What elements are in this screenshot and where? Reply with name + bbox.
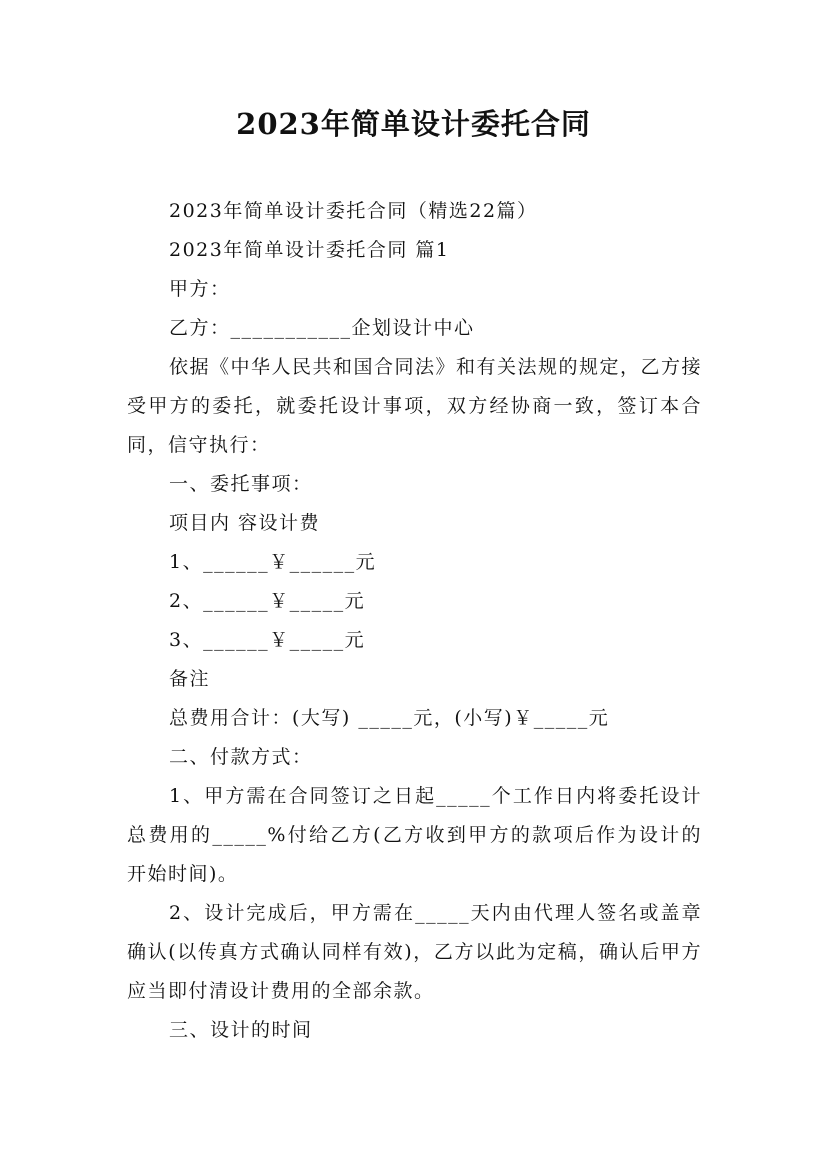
paragraph-heading-design-time: 三、设计的时间 <box>169 1019 313 1041</box>
document-body <box>127 192 702 1050</box>
paragraph-item-2: 2、______￥_____元 <box>169 590 366 612</box>
paragraph-party-a: 甲方： <box>169 278 231 300</box>
paragraph-party-b: 乙方：___________企划设计中心 <box>169 317 475 339</box>
paragraph-section-heading: 2023年简单设计委托合同 篇1 <box>169 239 450 261</box>
paragraph-heading-payment: 二、付款方式： <box>169 746 313 768</box>
paragraph-subtitle: 2023年简单设计委托合同（精选22篇） <box>169 200 538 222</box>
paragraph-payment-2: 2、设计完成后，甲方需在_____天内由代理人签名或盖章确认(以传真方式确认同样有效)，乙方以此为定稿，确认后甲方应当即付清设计费用的全部余款。 <box>127 902 702 1002</box>
paragraph-heading-commission: 一、委托事项： <box>169 473 313 495</box>
paragraph-item-header: 项目内 容设计费 <box>169 512 321 534</box>
paragraph-remarks: 备注 <box>169 668 211 690</box>
paragraph-item-1: 1、______￥______元 <box>169 551 377 573</box>
paragraph-payment-1: 1、甲方需在合同签订之日起_____个工作日内将委托设计总费用的_____%付给乙方(乙方收到甲方的款项后作为设计的开始时间)。 <box>127 785 702 885</box>
document-title: 2023年简单设计委托合同 <box>236 107 591 141</box>
paragraph-preamble: 依据《中华人民共和国合同法》和有关法规的规定，乙方接受甲方的委托，就委托设计事项，双方经协商一致，签订本合同，信守执行： <box>127 356 703 456</box>
paragraph-item-3: 3、______￥_____元 <box>169 629 366 651</box>
paragraph-total-fee: 总费用合计：(大写) _____元，(小写)￥_____元 <box>169 707 610 729</box>
